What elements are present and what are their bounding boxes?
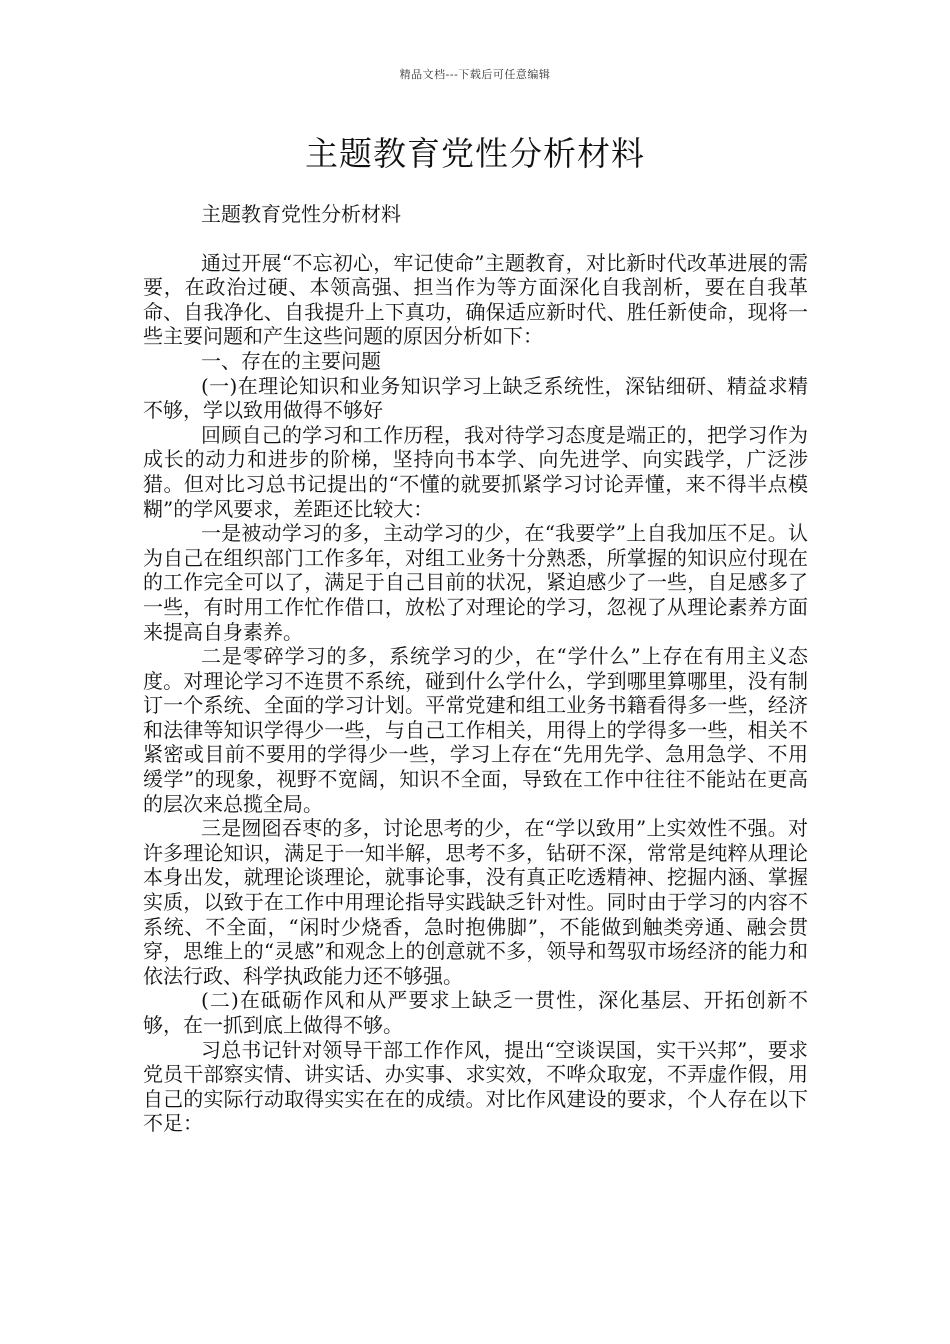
paragraph-point-3: 三是囫囵吞枣的多，讨论思考的少，在“学以致用”上实效性不强。对许多理论知识，满足于一知半解，思考不多，钻研不深，常常是纯粹从理论本身出发，就理论谈理论，就事论事，没有真正吃透精神、挖掘内涵、掌握实质，以致于在工作中用理论指导实践缺乏针对性。同时由于学习的内容不系统、不全面，“闲时少烧香，急时抱佛脚”，不能做到触类旁通、融会贯穿，思维上的“灵感”和观念上的创意就不多，领导和驾驭市场经济的能力和依法行政、科学执政能力还不够强。 bbox=[143, 816, 808, 988]
paragraph-intro: 通过开展“不忘初心，牢记使命”主题教育，对比新时代改革进展的需要，在政治过硬、本领高强、担当作为等方面深化自我剖析，要在自我革命、自我净化、自我提升上下真功，确保适应新时代、胜任新使命，现将一些主要问题和产生这些问题的原因分析如下： bbox=[143, 250, 808, 349]
document-body bbox=[143, 196, 808, 1136]
subsection-heading-2: (二)在砥砺作风和从严要求上缺乏一贯性，深化基层、开拓创新不够，在一抓到底上做得不够。 bbox=[143, 988, 808, 1037]
paragraph-review: 回顾自己的学习和工作历程，我对待学习态度是端正的，把学习作为成长的动力和进步的阶梯，坚持向书本学、向先进学、向实践学，广泛涉猎。但对比习总书记提出的“不懂的就要抓紧学习讨论弄懂，来不得半点模糊”的学风要求，差距还比较大： bbox=[143, 422, 808, 521]
header-note: 精品文档---下载后可任意编辑 bbox=[399, 68, 551, 81]
subsection-heading-1: (一)在理论知识和业务知识学习上缺乏系统性，深钻细研、精益求精不够，学以致用做得不够好 bbox=[143, 373, 808, 423]
paragraph-point-1: 一是被动学习的多，主动学习的少，在“我要学”上自我加压不足。认为自己在组织部门工作多年，对组工业务十分熟悉，所掌握的知识应付现在的工作完全可以了，满足于自己目前的状况，紧迫感少了一些，自足感多了一些，有时用工作忙作借口，放松了对理论的学习，忽视了从理论素养方面来提高自身素养。 bbox=[143, 521, 808, 644]
section-heading-problems: 一、存在的主要问题 bbox=[201, 348, 381, 373]
paragraph-work-style: 习总书记针对领导干部工作作风，提出“空谈误国，实干兴邦”，要求党员干部察实情、讲实话、办实事、求实效，不哗众取宠，不弄虚作假，用自己的实际行动取得实实在在的成绩。对比作风建设的要求，个人存在以下不足： bbox=[143, 1037, 808, 1136]
document-subtitle: 主题教育党性分析材料 bbox=[201, 202, 401, 226]
paragraph-point-2: 二是零碎学习的多，系统学习的少，在“学什么”上存在有用主义态度。对理论学习不连贯不系统，碰到什么学什么，学到哪里算哪里，没有制订一个系统、全面的学习计划。平常党建和组工业务书籍看得多一些，经济和法律等知识学得少一些，与自己工作相关，用得上的学得多一些，相关不紧密或目前不要用的学得少一些，学习上存在“先用先学、急用急学、不用缓学”的现象，视野不宽阔，知识不全面，导致在工作中往往不能站在更高的层次来总揽全局。 bbox=[143, 644, 808, 816]
document-title: 主题教育党性分析材料 bbox=[305, 134, 645, 173]
